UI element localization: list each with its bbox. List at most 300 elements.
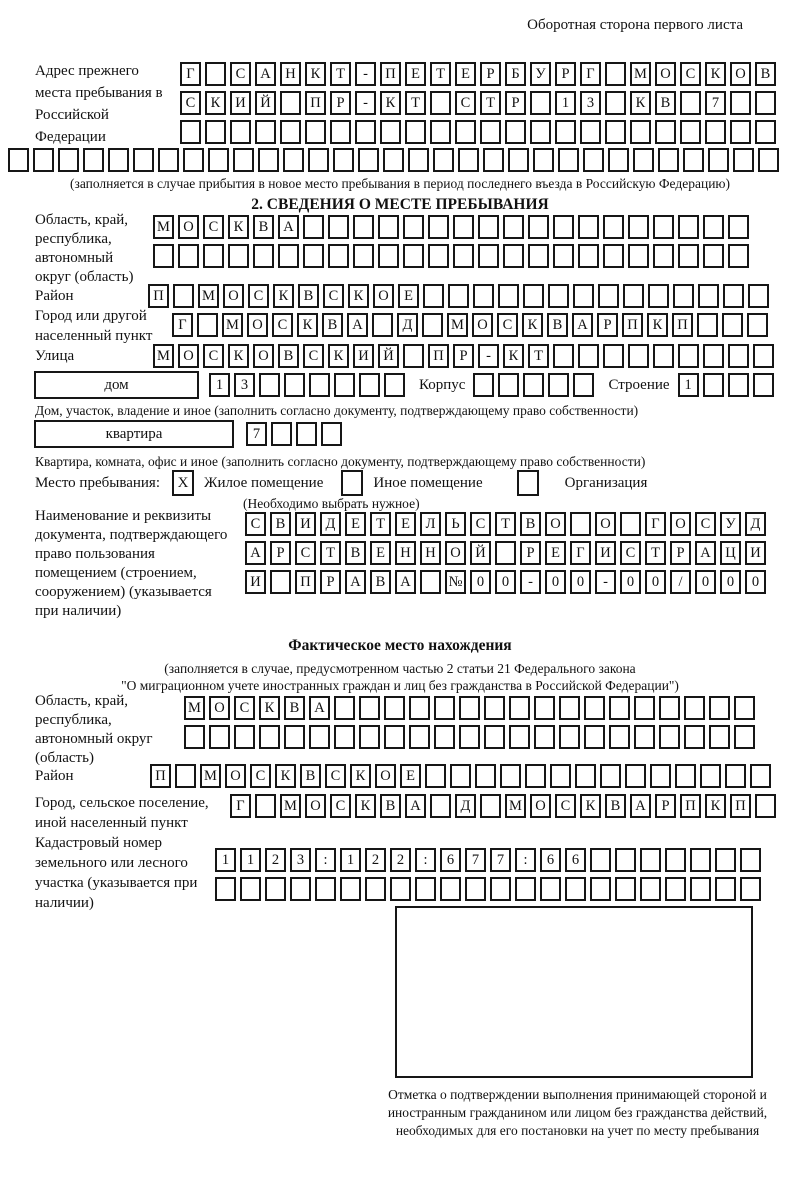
- char-box[interactable]: Н: [420, 541, 441, 565]
- char-box[interactable]: В: [300, 764, 321, 788]
- char-box[interactable]: [559, 725, 580, 749]
- char-box[interactable]: [509, 725, 530, 749]
- char-box[interactable]: 1: [340, 848, 361, 872]
- char-box[interactable]: [33, 148, 54, 172]
- char-box[interactable]: О: [445, 541, 466, 565]
- char-box[interactable]: [734, 696, 755, 720]
- char-box[interactable]: Д: [397, 313, 418, 337]
- char-box[interactable]: [473, 284, 494, 308]
- char-box[interactable]: С: [455, 91, 476, 115]
- char-box[interactable]: [384, 373, 405, 397]
- char-box[interactable]: А: [345, 570, 366, 594]
- char-box[interactable]: [728, 244, 749, 268]
- char-box[interactable]: [515, 877, 536, 901]
- char-box[interactable]: [498, 284, 519, 308]
- char-box[interactable]: [428, 244, 449, 268]
- char-box[interactable]: [459, 725, 480, 749]
- char-box[interactable]: [359, 725, 380, 749]
- char-box[interactable]: О: [655, 62, 676, 86]
- char-box[interactable]: [503, 215, 524, 239]
- char-box[interactable]: [271, 422, 292, 446]
- char-box[interactable]: [705, 120, 726, 144]
- char-box[interactable]: [353, 244, 374, 268]
- char-box[interactable]: [630, 120, 651, 144]
- char-box[interactable]: Д: [745, 512, 766, 536]
- char-box[interactable]: В: [253, 215, 274, 239]
- char-box[interactable]: А: [245, 541, 266, 565]
- char-box[interactable]: А: [309, 696, 330, 720]
- char-box[interactable]: [234, 725, 255, 749]
- char-box[interactable]: [403, 344, 424, 368]
- char-box[interactable]: Р: [480, 62, 501, 86]
- char-box[interactable]: П: [428, 344, 449, 368]
- char-box[interactable]: [405, 120, 426, 144]
- char-box[interactable]: В: [270, 512, 291, 536]
- char-box[interactable]: [328, 215, 349, 239]
- char-box[interactable]: В: [547, 313, 568, 337]
- char-box[interactable]: М: [505, 794, 526, 818]
- house-field-box[interactable]: [34, 371, 199, 399]
- char-box[interactable]: [698, 284, 719, 308]
- char-box[interactable]: О: [595, 512, 616, 536]
- char-box[interactable]: [740, 848, 761, 872]
- char-box[interactable]: Т: [370, 512, 391, 536]
- char-box[interactable]: [709, 696, 730, 720]
- char-box[interactable]: В: [322, 313, 343, 337]
- stay-type-checkbox-residential[interactable]: X: [172, 470, 194, 496]
- char-box[interactable]: [258, 148, 279, 172]
- char-box[interactable]: [425, 764, 446, 788]
- char-box[interactable]: 1: [209, 373, 230, 397]
- char-box[interactable]: Е: [398, 284, 419, 308]
- char-box[interactable]: [565, 877, 586, 901]
- char-box[interactable]: [628, 344, 649, 368]
- char-box[interactable]: [730, 91, 751, 115]
- char-box[interactable]: [653, 215, 674, 239]
- char-box[interactable]: А: [395, 570, 416, 594]
- char-box[interactable]: /: [670, 570, 691, 594]
- char-box[interactable]: [605, 62, 626, 86]
- char-box[interactable]: Й: [470, 541, 491, 565]
- char-box[interactable]: [255, 120, 276, 144]
- char-box[interactable]: [334, 373, 355, 397]
- char-box[interactable]: В: [278, 344, 299, 368]
- char-box[interactable]: П: [295, 570, 316, 594]
- char-box[interactable]: [208, 148, 229, 172]
- char-box[interactable]: [305, 120, 326, 144]
- char-box[interactable]: 0: [745, 570, 766, 594]
- char-box[interactable]: И: [230, 91, 251, 115]
- char-box[interactable]: [534, 696, 555, 720]
- char-box[interactable]: [365, 877, 386, 901]
- char-box[interactable]: 2: [390, 848, 411, 872]
- char-box[interactable]: [283, 148, 304, 172]
- char-box[interactable]: К: [205, 91, 226, 115]
- char-box[interactable]: [255, 794, 276, 818]
- char-box[interactable]: Д: [320, 512, 341, 536]
- char-box[interactable]: [590, 848, 611, 872]
- char-box[interactable]: [259, 373, 280, 397]
- char-box[interactable]: [270, 570, 291, 594]
- char-box[interactable]: 7: [246, 422, 267, 446]
- char-box[interactable]: С: [248, 284, 269, 308]
- char-box[interactable]: Т: [405, 91, 426, 115]
- char-box[interactable]: О: [472, 313, 493, 337]
- char-box[interactable]: [372, 313, 393, 337]
- char-box[interactable]: [358, 148, 379, 172]
- char-box[interactable]: 7: [705, 91, 726, 115]
- char-box[interactable]: :: [515, 848, 536, 872]
- char-box[interactable]: [334, 725, 355, 749]
- char-box[interactable]: К: [328, 344, 349, 368]
- char-box[interactable]: К: [705, 794, 726, 818]
- char-box[interactable]: [230, 120, 251, 144]
- char-box[interactable]: [523, 373, 544, 397]
- char-box[interactable]: [303, 244, 324, 268]
- char-box[interactable]: [615, 877, 636, 901]
- char-box[interactable]: [753, 344, 774, 368]
- char-box[interactable]: [533, 148, 554, 172]
- char-box[interactable]: [640, 877, 661, 901]
- char-box[interactable]: [550, 764, 571, 788]
- char-box[interactable]: [422, 313, 443, 337]
- char-box[interactable]: [158, 148, 179, 172]
- char-box[interactable]: А: [347, 313, 368, 337]
- char-box[interactable]: Р: [655, 794, 676, 818]
- char-box[interactable]: К: [522, 313, 543, 337]
- char-box[interactable]: 6: [440, 848, 461, 872]
- char-box[interactable]: [684, 725, 705, 749]
- char-box[interactable]: [480, 794, 501, 818]
- char-box[interactable]: [555, 120, 576, 144]
- char-box[interactable]: Е: [345, 512, 366, 536]
- char-box[interactable]: Р: [555, 62, 576, 86]
- char-box[interactable]: [723, 284, 744, 308]
- char-box[interactable]: [570, 512, 591, 536]
- char-box[interactable]: [315, 877, 336, 901]
- char-box[interactable]: О: [247, 313, 268, 337]
- char-box[interactable]: [603, 344, 624, 368]
- char-box[interactable]: [505, 120, 526, 144]
- char-box[interactable]: Т: [320, 541, 341, 565]
- char-box[interactable]: [523, 284, 544, 308]
- char-box[interactable]: 6: [540, 848, 561, 872]
- char-box[interactable]: [309, 373, 330, 397]
- char-box[interactable]: [430, 794, 451, 818]
- char-box[interactable]: [403, 215, 424, 239]
- char-box[interactable]: [703, 215, 724, 239]
- char-box[interactable]: [203, 244, 224, 268]
- char-box[interactable]: [355, 120, 376, 144]
- char-box[interactable]: [534, 725, 555, 749]
- char-box[interactable]: [553, 244, 574, 268]
- char-box[interactable]: С: [497, 313, 518, 337]
- char-box[interactable]: С: [323, 284, 344, 308]
- char-box[interactable]: [420, 570, 441, 594]
- char-box[interactable]: С: [325, 764, 346, 788]
- char-box[interactable]: О: [178, 344, 199, 368]
- char-box[interactable]: Е: [400, 764, 421, 788]
- char-box[interactable]: [548, 373, 569, 397]
- stay-type-checkbox-organization[interactable]: [517, 470, 539, 496]
- apartment-field-box[interactable]: [34, 420, 234, 448]
- char-box[interactable]: Л: [420, 512, 441, 536]
- char-box[interactable]: А: [630, 794, 651, 818]
- char-box[interactable]: [755, 91, 776, 115]
- stay-type-checkbox-other-premises[interactable]: [341, 470, 363, 496]
- char-box[interactable]: [233, 148, 254, 172]
- char-box[interactable]: [403, 244, 424, 268]
- char-box[interactable]: [659, 696, 680, 720]
- char-box[interactable]: [328, 244, 349, 268]
- char-box[interactable]: [603, 215, 624, 239]
- char-box[interactable]: [378, 244, 399, 268]
- char-box[interactable]: [580, 120, 601, 144]
- char-box[interactable]: [683, 148, 704, 172]
- char-box[interactable]: [634, 725, 655, 749]
- char-box[interactable]: [359, 696, 380, 720]
- char-box[interactable]: 3: [290, 848, 311, 872]
- char-box[interactable]: [609, 725, 630, 749]
- char-box[interactable]: Г: [172, 313, 193, 337]
- char-box[interactable]: [478, 215, 499, 239]
- char-box[interactable]: [680, 120, 701, 144]
- char-box[interactable]: [675, 764, 696, 788]
- char-box[interactable]: [673, 284, 694, 308]
- char-box[interactable]: С: [295, 541, 316, 565]
- char-box[interactable]: [653, 344, 674, 368]
- char-box[interactable]: [659, 725, 680, 749]
- char-box[interactable]: К: [647, 313, 668, 337]
- char-box[interactable]: О: [730, 62, 751, 86]
- char-box[interactable]: [733, 148, 754, 172]
- char-box[interactable]: И: [245, 570, 266, 594]
- char-box[interactable]: [583, 148, 604, 172]
- char-box[interactable]: [453, 215, 474, 239]
- char-box[interactable]: [175, 764, 196, 788]
- char-box[interactable]: [750, 764, 771, 788]
- char-box[interactable]: [578, 344, 599, 368]
- char-box[interactable]: [173, 284, 194, 308]
- char-box[interactable]: М: [153, 215, 174, 239]
- char-box[interactable]: [423, 284, 444, 308]
- char-box[interactable]: Й: [378, 344, 399, 368]
- char-box[interactable]: [755, 794, 776, 818]
- char-box[interactable]: К: [228, 344, 249, 368]
- char-box[interactable]: С: [330, 794, 351, 818]
- char-box[interactable]: Ь: [445, 512, 466, 536]
- char-box[interactable]: Р: [597, 313, 618, 337]
- char-box[interactable]: [290, 877, 311, 901]
- char-box[interactable]: [378, 215, 399, 239]
- char-box[interactable]: К: [348, 284, 369, 308]
- char-box[interactable]: 2: [365, 848, 386, 872]
- char-box[interactable]: 0: [545, 570, 566, 594]
- char-box[interactable]: [665, 848, 686, 872]
- char-box[interactable]: С: [203, 344, 224, 368]
- char-box[interactable]: [703, 344, 724, 368]
- char-box[interactable]: К: [259, 696, 280, 720]
- char-box[interactable]: [209, 725, 230, 749]
- char-box[interactable]: П: [148, 284, 169, 308]
- char-box[interactable]: К: [305, 62, 326, 86]
- char-box[interactable]: [448, 284, 469, 308]
- char-box[interactable]: [465, 877, 486, 901]
- char-box[interactable]: В: [755, 62, 776, 86]
- char-box[interactable]: [734, 725, 755, 749]
- char-box[interactable]: [380, 120, 401, 144]
- char-box[interactable]: П: [680, 794, 701, 818]
- char-box[interactable]: [330, 120, 351, 144]
- char-box[interactable]: М: [153, 344, 174, 368]
- char-box[interactable]: [625, 764, 646, 788]
- char-box[interactable]: В: [345, 541, 366, 565]
- char-box[interactable]: А: [405, 794, 426, 818]
- char-box[interactable]: [434, 696, 455, 720]
- char-box[interactable]: С: [180, 91, 201, 115]
- char-box[interactable]: К: [380, 91, 401, 115]
- char-box[interactable]: [747, 313, 768, 337]
- char-box[interactable]: [525, 764, 546, 788]
- char-box[interactable]: [608, 148, 629, 172]
- char-box[interactable]: [278, 244, 299, 268]
- char-box[interactable]: [558, 148, 579, 172]
- char-box[interactable]: К: [275, 764, 296, 788]
- char-box[interactable]: [359, 373, 380, 397]
- char-box[interactable]: [605, 120, 626, 144]
- char-box[interactable]: И: [745, 541, 766, 565]
- char-box[interactable]: [690, 848, 711, 872]
- char-box[interactable]: [180, 120, 201, 144]
- char-box[interactable]: Т: [495, 512, 516, 536]
- char-box[interactable]: В: [284, 696, 305, 720]
- char-box[interactable]: [473, 373, 494, 397]
- char-box[interactable]: [259, 725, 280, 749]
- char-box[interactable]: [383, 148, 404, 172]
- char-box[interactable]: [509, 696, 530, 720]
- char-box[interactable]: 0: [470, 570, 491, 594]
- char-box[interactable]: [296, 422, 317, 446]
- char-box[interactable]: К: [630, 91, 651, 115]
- char-box[interactable]: 6: [565, 848, 586, 872]
- char-box[interactable]: О: [670, 512, 691, 536]
- char-box[interactable]: [495, 541, 516, 565]
- char-box[interactable]: [384, 725, 405, 749]
- char-box[interactable]: Р: [520, 541, 541, 565]
- char-box[interactable]: П: [150, 764, 171, 788]
- char-box[interactable]: [634, 696, 655, 720]
- char-box[interactable]: М: [447, 313, 468, 337]
- char-box[interactable]: [703, 244, 724, 268]
- char-box[interactable]: [620, 512, 641, 536]
- char-box[interactable]: О: [375, 764, 396, 788]
- char-box[interactable]: С: [245, 512, 266, 536]
- char-box[interactable]: 1: [215, 848, 236, 872]
- char-box[interactable]: [603, 244, 624, 268]
- char-box[interactable]: [83, 148, 104, 172]
- char-box[interactable]: [530, 91, 551, 115]
- char-box[interactable]: [578, 215, 599, 239]
- char-box[interactable]: Е: [455, 62, 476, 86]
- char-box[interactable]: Р: [330, 91, 351, 115]
- char-box[interactable]: О: [178, 215, 199, 239]
- char-box[interactable]: [440, 877, 461, 901]
- char-box[interactable]: О: [223, 284, 244, 308]
- char-box[interactable]: Р: [505, 91, 526, 115]
- char-box[interactable]: У: [530, 62, 551, 86]
- char-box[interactable]: О: [305, 794, 326, 818]
- char-box[interactable]: [384, 696, 405, 720]
- char-box[interactable]: Р: [270, 541, 291, 565]
- char-box[interactable]: [540, 877, 561, 901]
- char-box[interactable]: [665, 877, 686, 901]
- char-box[interactable]: [428, 215, 449, 239]
- char-box[interactable]: С: [250, 764, 271, 788]
- char-box[interactable]: [697, 313, 718, 337]
- char-box[interactable]: [309, 725, 330, 749]
- char-box[interactable]: Т: [480, 91, 501, 115]
- char-box[interactable]: Д: [455, 794, 476, 818]
- char-box[interactable]: [748, 284, 769, 308]
- char-box[interactable]: К: [228, 215, 249, 239]
- char-box[interactable]: М: [198, 284, 219, 308]
- char-box[interactable]: В: [370, 570, 391, 594]
- char-box[interactable]: М: [280, 794, 301, 818]
- char-box[interactable]: 0: [495, 570, 516, 594]
- char-box[interactable]: [353, 215, 374, 239]
- char-box[interactable]: С: [203, 215, 224, 239]
- char-box[interactable]: [728, 344, 749, 368]
- char-box[interactable]: [409, 725, 430, 749]
- char-box[interactable]: [308, 148, 329, 172]
- char-box[interactable]: К: [297, 313, 318, 337]
- char-box[interactable]: [265, 877, 286, 901]
- char-box[interactable]: С: [680, 62, 701, 86]
- char-box[interactable]: [559, 696, 580, 720]
- char-box[interactable]: Е: [545, 541, 566, 565]
- char-box[interactable]: [508, 148, 529, 172]
- char-box[interactable]: 7: [465, 848, 486, 872]
- char-box[interactable]: [205, 120, 226, 144]
- char-box[interactable]: М: [222, 313, 243, 337]
- char-box[interactable]: Р: [453, 344, 474, 368]
- char-box[interactable]: В: [298, 284, 319, 308]
- char-box[interactable]: [133, 148, 154, 172]
- char-box[interactable]: С: [230, 62, 251, 86]
- char-box[interactable]: :: [315, 848, 336, 872]
- char-box[interactable]: [584, 696, 605, 720]
- char-box[interactable]: [303, 215, 324, 239]
- char-box[interactable]: 1: [555, 91, 576, 115]
- char-box[interactable]: Г: [570, 541, 591, 565]
- char-box[interactable]: [678, 344, 699, 368]
- char-box[interactable]: [528, 215, 549, 239]
- char-box[interactable]: К: [355, 794, 376, 818]
- char-box[interactable]: С: [303, 344, 324, 368]
- char-box[interactable]: И: [295, 512, 316, 536]
- char-box[interactable]: 1: [240, 848, 261, 872]
- char-box[interactable]: -: [355, 91, 376, 115]
- char-box[interactable]: [605, 91, 626, 115]
- char-box[interactable]: [334, 696, 355, 720]
- char-box[interactable]: №: [445, 570, 466, 594]
- char-box[interactable]: 2: [265, 848, 286, 872]
- char-box[interactable]: [609, 696, 630, 720]
- char-box[interactable]: [484, 696, 505, 720]
- char-box[interactable]: [184, 725, 205, 749]
- char-box[interactable]: [228, 244, 249, 268]
- char-box[interactable]: Т: [330, 62, 351, 86]
